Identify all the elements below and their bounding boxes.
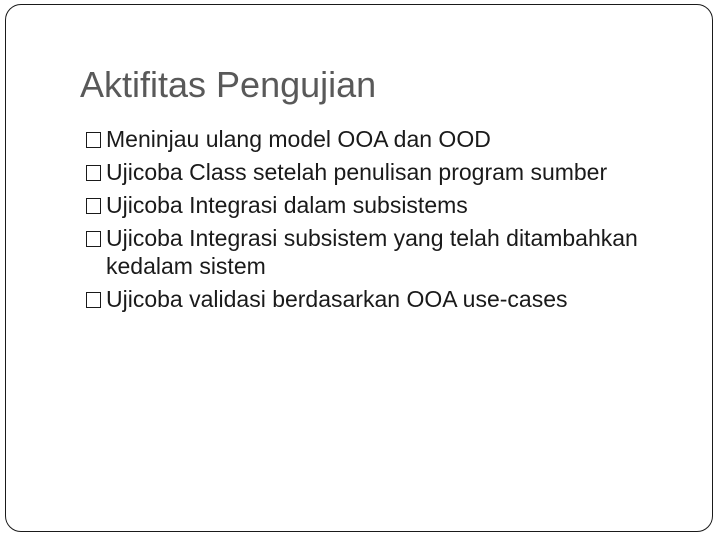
bullet-item bbox=[85, 224, 695, 280]
bullet-box-icon bbox=[86, 292, 101, 308]
bullet-item bbox=[85, 158, 695, 186]
bullet-text: Ujicoba Class setelah penulisan program sumber bbox=[106, 159, 608, 185]
bullet-item bbox=[85, 191, 695, 219]
bullet-box-icon bbox=[86, 132, 101, 148]
bullet-box-icon bbox=[86, 198, 101, 214]
bullet-box-icon bbox=[86, 231, 101, 247]
slide-frame bbox=[5, 4, 713, 532]
slide-title: Aktifitas Pengujian bbox=[80, 64, 377, 105]
bullet-box-icon bbox=[86, 165, 101, 181]
bullet-text: Ujicoba validasi berdasarkan OOA use-cases bbox=[106, 286, 568, 312]
bullet-list bbox=[85, 125, 695, 318]
bullet-text: Ujicoba Integrasi subsistem yang telah ditambahkan kedalam sistem bbox=[106, 225, 638, 279]
bullet-text: Ujicoba Integrasi dalam subsistems bbox=[106, 192, 468, 218]
bullet-text: Meninjau ulang model OOA dan OOD bbox=[106, 126, 491, 152]
bullet-item bbox=[85, 125, 695, 153]
bullet-item bbox=[85, 285, 695, 313]
